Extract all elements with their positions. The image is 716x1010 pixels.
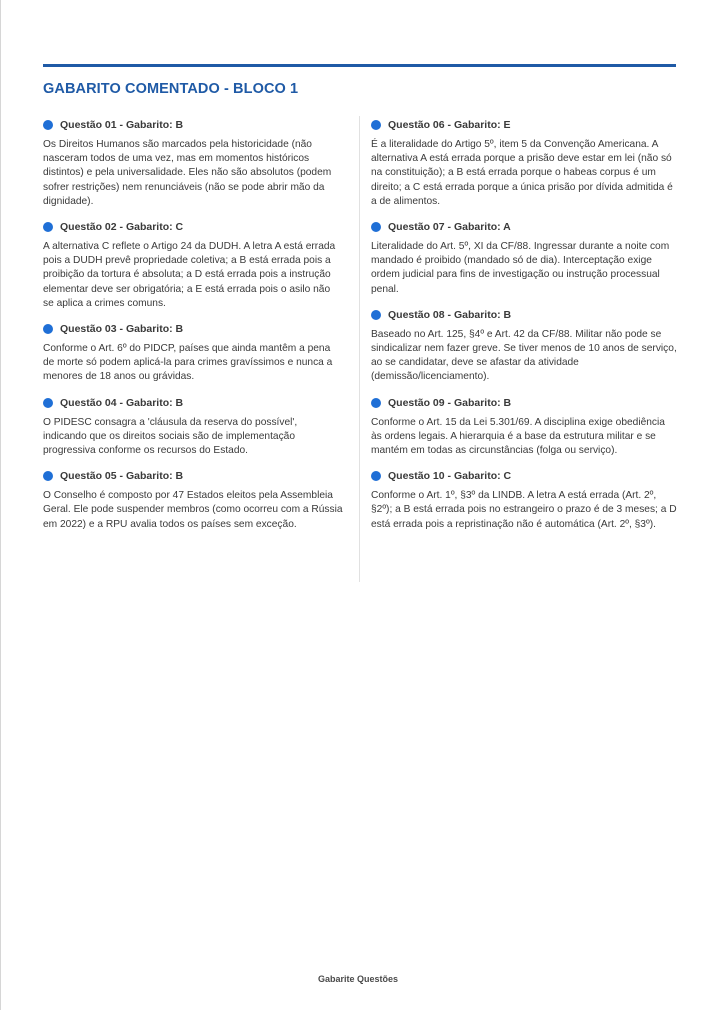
question-header [371,469,677,483]
question-comment: Literalidade do Art. 5º, XI da CF/88. Ingressar durante a noite com mandado é proibido (mandado só de dia). Interceptação exige ordem judicial para fins de investigação ou instrução processual penal. [371,241,670,295]
page-edge [0,0,1,1010]
question-comment: Baseado no Art. 125, §4º e Art. 42 da CF/88. Militar não pode se sindicalizar nem fazer greve. Se tiver menos de 10 anos de serviço, ao se candidatar, deve se afastar da atividade (demissão/licenciamento). [371,328,677,383]
left-column [43,118,343,543]
question-item [371,396,677,459]
question-comment: O PIDESC consagra a 'cláusula da reserva do possível', indicando que os direitos sociais são de implementação progressiva conforme os recursos do Estado. [43,416,298,457]
question-title: Questão 08 - Gabarito: B [388,308,512,321]
question-item [371,220,677,297]
question-title: Questão 03 - Gabarito: B [60,323,184,336]
bullet-icon [43,120,53,130]
bullet-icon [43,398,53,408]
question-header [371,220,677,234]
question-item [371,469,677,532]
question-comment: Conforme o Art. 6º do PIDCP, países que ainda mantêm a pena de morte só podem aplicá-la para crimes gravíssimos e nunca a menores de 18 anos ou grávidas. [43,343,333,383]
question-item [43,322,343,385]
question-header [43,220,343,234]
question-header [43,118,343,132]
bullet-icon [371,398,381,408]
question-header [43,322,343,336]
question-comment: Conforme o Art. 15 da Lei 5.301/69. A disciplina exige obediência às ordens legais. A hierarquia é a base da estrutura militar e se mantém em todas as circunstâncias (folga ou serviço). [371,416,665,457]
question-item [371,308,677,385]
question-header [43,469,343,483]
header-rule [43,64,676,67]
question-comment: A alternativa C reflete o Artigo 24 da DUDH. A letra A está errada pois a DUDH prevê propriedade coletiva; a B está errada pois a proibição da tortura é absoluta; a D está errada pois a instrução elementar deve ser obrigatória; a E está errada pois o asilo não se aplica a crimes comuns. [43,241,336,309]
question-title: Questão 01 - Gabarito: B [60,119,184,131]
bullet-icon [371,471,381,481]
bullet-icon [43,324,53,334]
question-header [43,396,343,410]
right-column [371,118,677,543]
bullet-icon [371,310,381,320]
question-title: Questão 10 - Gabarito: C [388,470,512,483]
question-comment: Conforme o Art. 1º, §3º da LINDB. A letra A está errada (Art. 2º, §2º); a B está errada pois no estrangeiro o prazo é de 3 meses; a D está errada pois a repristinação não é automática (Art. 2º, §3º). [371,490,677,530]
page-title: GABARITO COMENTADO - BLOCO 1 [43,81,299,97]
question-comment: Os Direitos Humanos são marcados pela historicidade (não nasceram todos de uma vez, mas em momentos históricos distintos) e pela universalidade. Eles não são absolutos (podem sofrer restrições) nem renunciáveis (não se pode abrir mão da dignidade). [43,139,332,207]
question-item [43,220,343,311]
question-header [371,396,677,410]
column-divider [359,116,360,582]
question-item [43,469,343,532]
question-title: Questão 02 - Gabarito: C [60,221,184,234]
question-item [43,118,343,209]
bullet-icon [43,471,53,481]
bullet-icon [371,222,381,232]
question-item [43,396,343,459]
question-title: Questão 05 - Gabarito: B [60,470,184,483]
question-title: Questão 06 - Gabarito: E [388,119,511,131]
question-title: Questão 09 - Gabarito: B [388,396,512,409]
question-item [371,118,677,209]
question-title: Questão 04 - Gabarito: B [60,396,184,409]
question-title: Questão 07 - Gabarito: A [388,221,511,234]
bullet-icon [43,222,53,232]
question-comment: O Conselho é composto por 47 Estados eleitos pela Assembleia Geral. Ele pode suspender membros (como ocorreu com a Rússia em 2022) e a RPU avalia todos os países sem exceção. [43,490,343,530]
page-footer: Gabarite Questões [317,974,399,984]
bullet-icon [371,120,381,130]
question-header [371,308,677,322]
question-header [371,118,677,132]
question-comment: É a literalidade do Artigo 5º, item 5 da Convenção Americana. A alternativa A está errada porque a prisão deve estar em lei (não só na constituição); a B está errada porque o habeas corpus é um direito; a C está errada porque a única prisão por dívida admitida é a de alimentos. [371,139,673,207]
